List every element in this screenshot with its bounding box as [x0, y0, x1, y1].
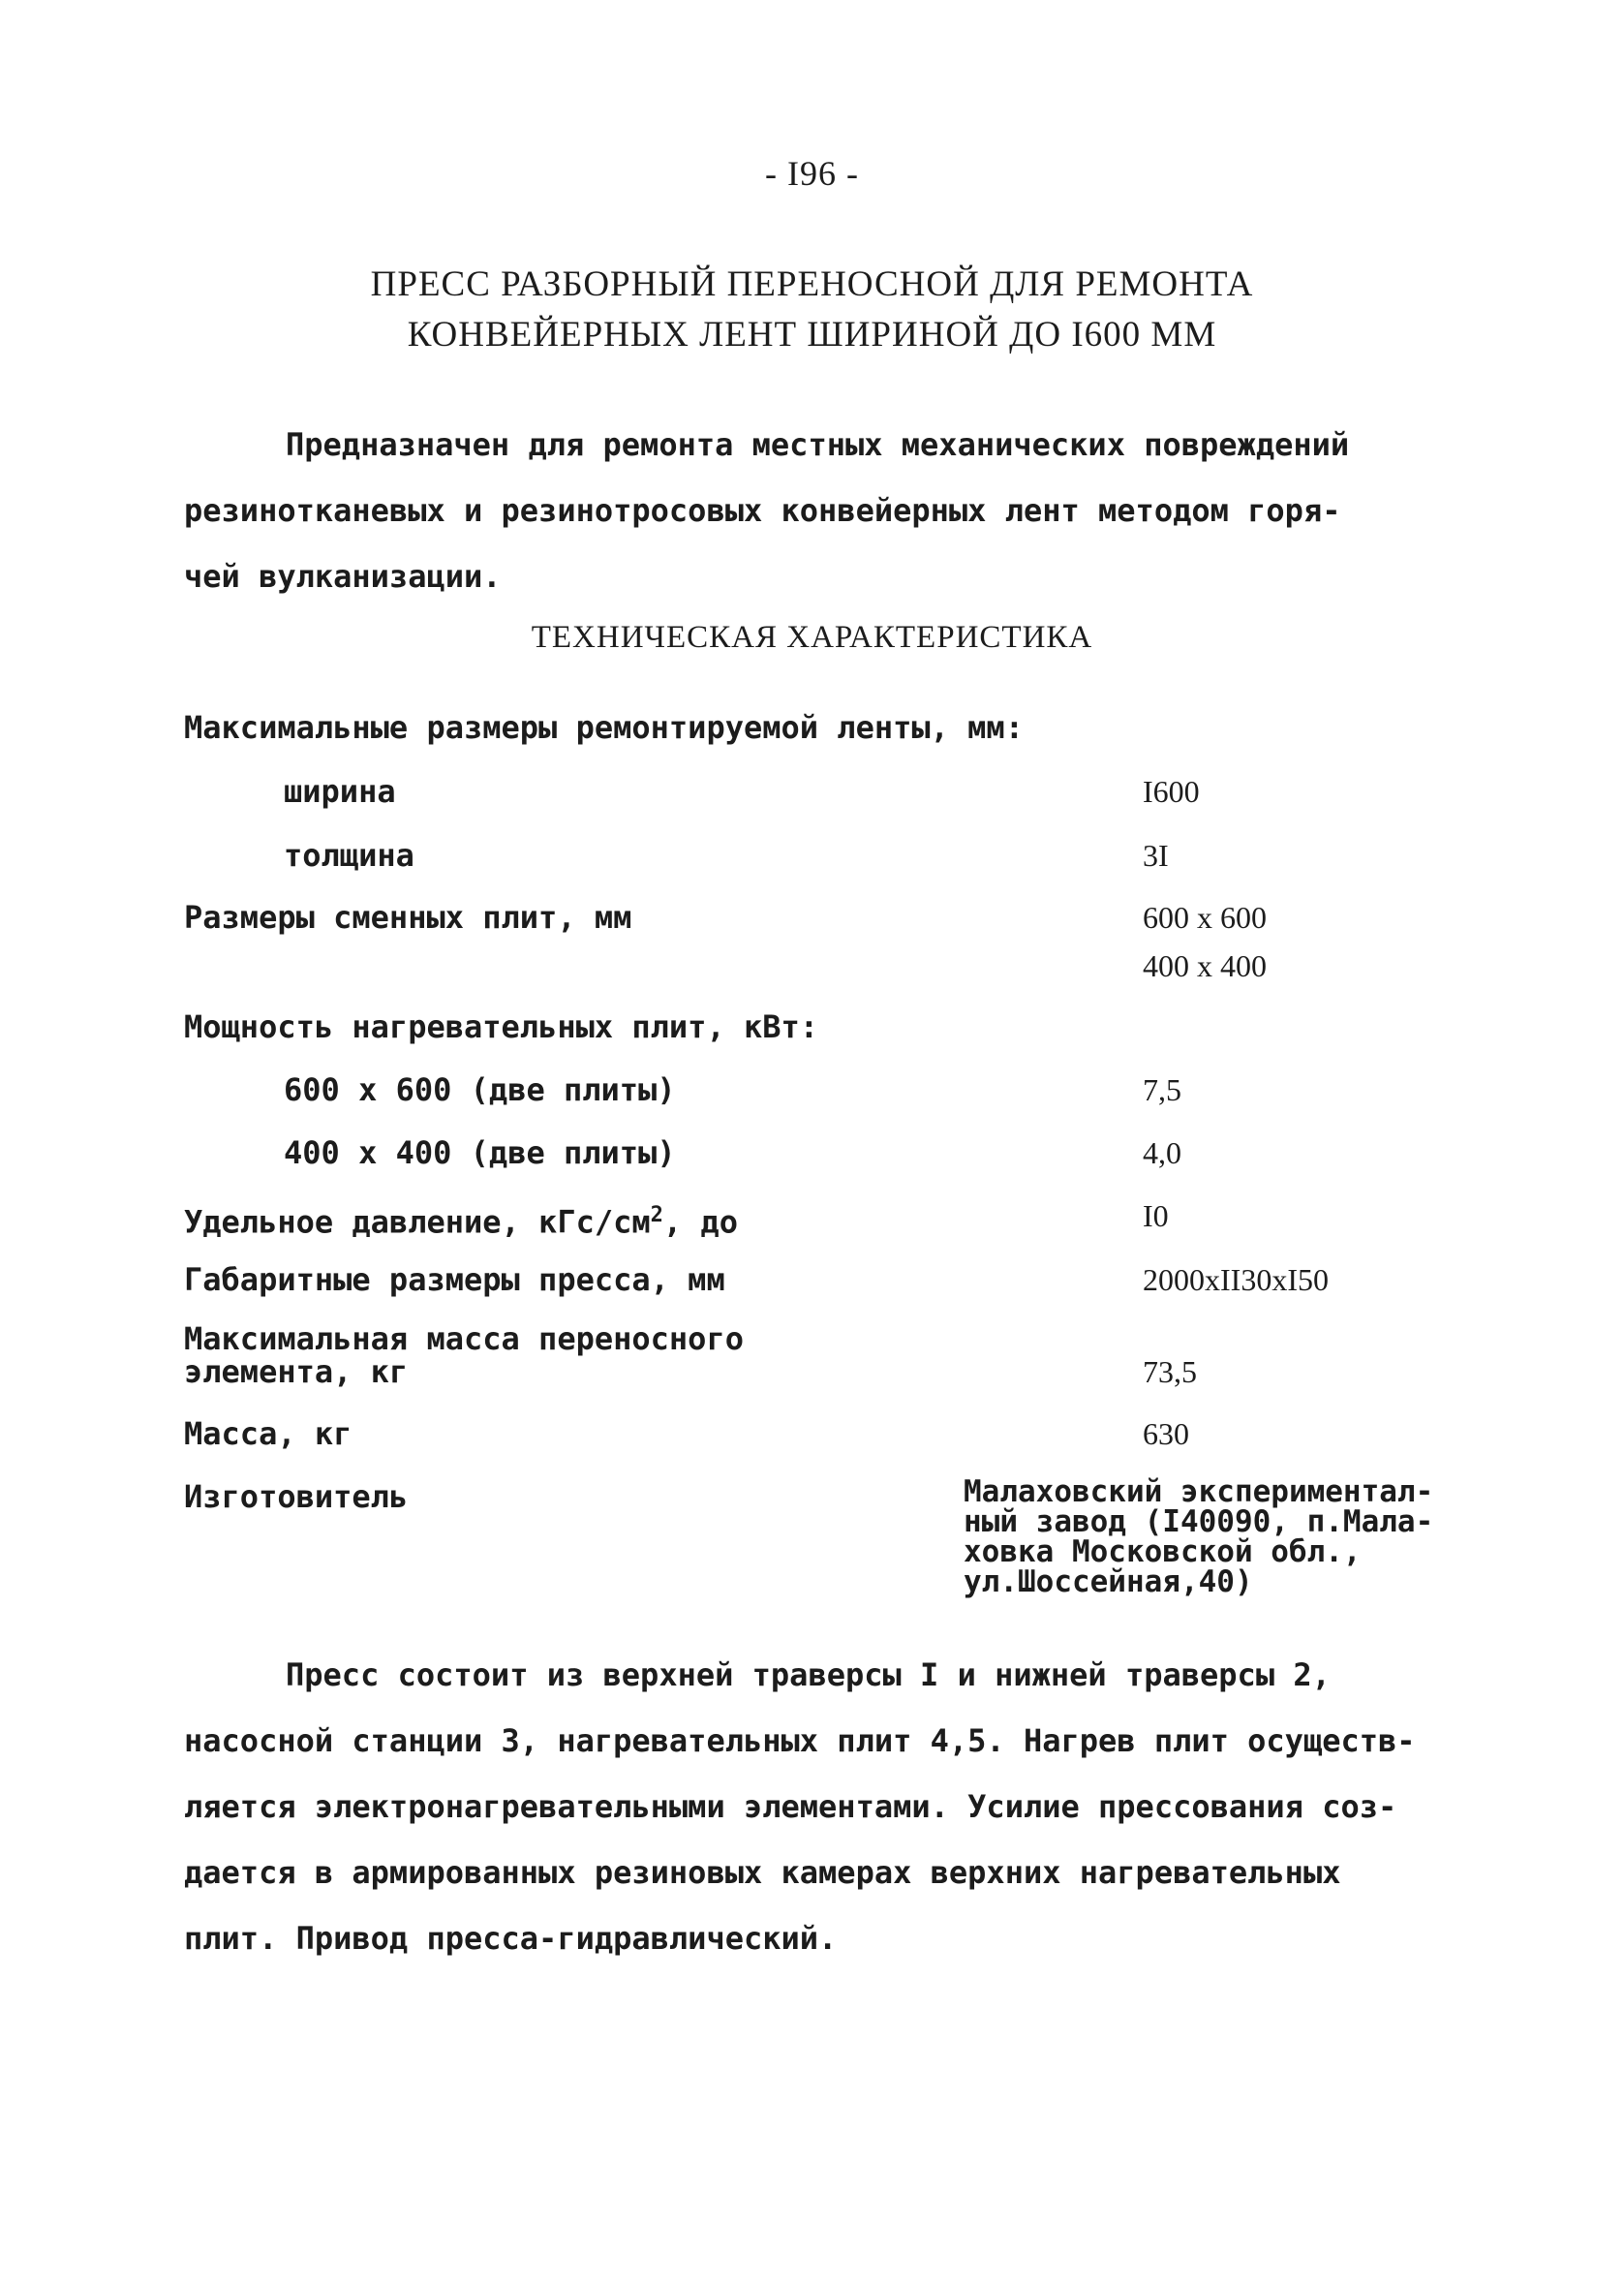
spec-thickness-label: толщина	[284, 837, 414, 874]
maker-line-2: ный завод (I40090, п.Мала-	[964, 1504, 1434, 1539]
description-line-2: насосной станции 3, нагревательных плит 4,5. Нагрев плит осуществ-	[184, 1722, 1416, 1759]
spec-pressure-label-end: , до	[662, 1203, 738, 1241]
description-line-4: дается в армированных резиновых камерах верхних нагревательных	[184, 1854, 1341, 1891]
spec-power400-value: 4,0	[1143, 1135, 1181, 1170]
spec-maxmass-label-2: элемента, кг	[184, 1353, 409, 1390]
title-line-2: КОНВЕЙЕРНЫХ ЛЕНТ ШИРИНОЙ ДО I600 ММ	[407, 315, 1217, 355]
maker-line-1: Малаховский экспериментал-	[964, 1474, 1434, 1509]
spec-pressure-value: I0	[1143, 1198, 1169, 1233]
spec-plates-label: Размеры сменных плит, мм	[184, 899, 632, 936]
spec-plates-value-1: 600 х 600	[1143, 900, 1267, 935]
spec-pressure-label-main: Удельное давление, кГс/см	[184, 1203, 651, 1241]
spec-dims-label: Габаритные размеры пресса, мм	[184, 1261, 725, 1298]
spec-maxmass-value: 73,5	[1143, 1354, 1197, 1389]
spec-thickness-value: 3I	[1143, 838, 1169, 873]
description-paragraph	[184, 1642, 1520, 1971]
title-line-1: ПРЕСС РАЗБОРНЫЙ ПЕРЕНОСНОЙ ДЛЯ РЕМОНТА	[370, 264, 1254, 304]
spec-maker-value	[964, 1474, 1434, 1599]
spec-mass-value: 630	[1143, 1416, 1189, 1451]
description-line-1: Пресс состоит из верхней траверсы I и нижней траверсы 2,	[286, 1656, 1331, 1693]
spec-power600-value: 7,5	[1143, 1072, 1181, 1107]
spec-mass-label: Масса, кг	[184, 1415, 352, 1452]
maker-line-4: ул.Шоссейная,40)	[964, 1564, 1253, 1599]
spec-dims-value: 2000хII30хI50	[1143, 1262, 1329, 1297]
maker-line-3: ховка Московской обл.,	[964, 1534, 1362, 1569]
description-line-5: плит. Привод пресса-гидравлический.	[184, 1920, 838, 1957]
spec-power-label: Мощность нагревательных плит, кВт:	[184, 1008, 819, 1045]
document-title	[0, 260, 1624, 360]
spec-pressure-label	[184, 1199, 738, 1239]
spec-max-size-label: Максимальные размеры ремонтируемой ленты, мм:	[184, 709, 1024, 746]
spec-width-label: ширина	[284, 773, 396, 810]
spec-power600-label: 600 х 600 (две плиты)	[284, 1071, 676, 1108]
page-number: - I96 -	[765, 154, 859, 193]
spec-plates-value-2: 400 х 400	[1143, 948, 1267, 983]
spec-width-value: I600	[1143, 774, 1200, 809]
intro-paragraph	[184, 412, 1520, 609]
spec-maxmass-label-1: Максимальная масса переносного	[184, 1320, 744, 1357]
section-title: ТЕХНИЧЕСКАЯ ХАРАКТЕРИСТИКА	[531, 620, 1093, 655]
spec-maker-label: Изготовитель	[184, 1478, 409, 1515]
intro-line-2: резинотканевых и резинотросовых конвейерных лент методом горя-	[184, 492, 1341, 529]
intro-line-1: Предназначен для ремонта местных механических повреждений	[286, 426, 1350, 463]
spec-power400-label: 400 х 400 (две плиты)	[284, 1134, 676, 1171]
intro-line-3: чей вулканизации.	[184, 558, 502, 595]
spec-pressure-label-sup: 2	[650, 1203, 663, 1227]
description-line-3: ляется электронагревательными элементами. Усилие прессования соз-	[184, 1788, 1397, 1825]
